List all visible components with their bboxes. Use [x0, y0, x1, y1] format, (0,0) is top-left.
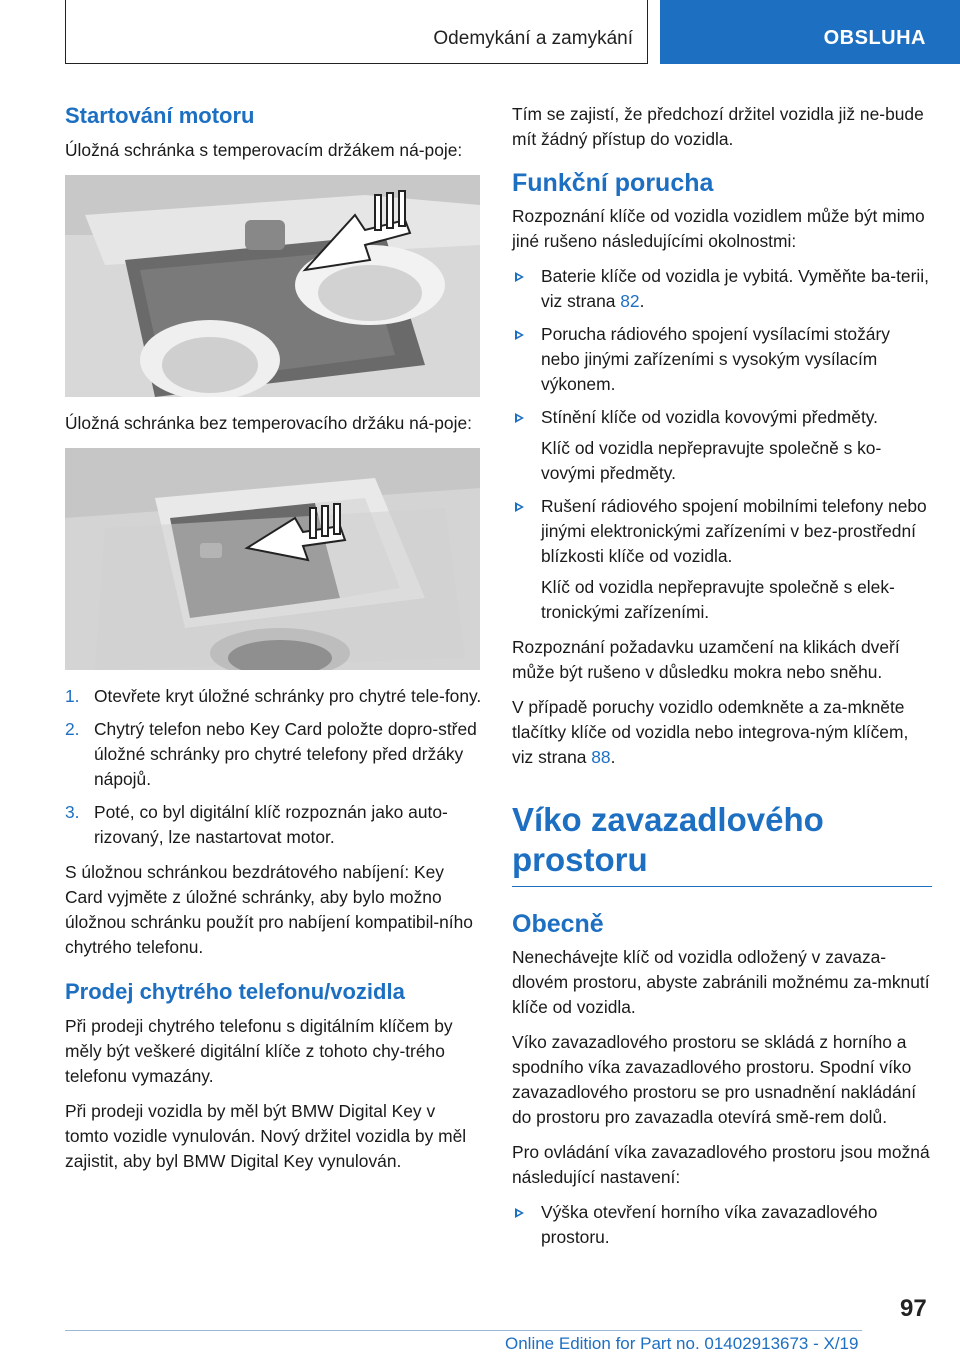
list-item: 2. Chytrý telefon nebo Key Card položte dopro-střed úložné schránky pro chytré telefony před držáky nápojů. — [65, 719, 477, 789]
header-section-title: Odemykání a zamykání — [433, 28, 633, 49]
heading-sale: Prodej chytrého telefonu/vozidla — [65, 979, 405, 1004]
figure-storage-without-holder — [65, 448, 480, 670]
bullet-triangle-icon — [515, 413, 524, 423]
list-item: 1. Otevřete kryt úložné schránky pro chytré tele-fony. — [65, 686, 482, 706]
paragraph-general-1: Nenechávejte klíč od vozidla odložený v zavaza-dlovém prostoru, abyste zabránili možnému za-mknutí klíče od vozidla. — [512, 947, 930, 1017]
page-number: 97 — [900, 1295, 927, 1322]
paragraph-unlock: V případě poruchy vozidlo odemkněte a za-mkněte tlačítky klíče od vozidla nebo integrova-ným klíčem, viz strana 88. — [512, 697, 909, 767]
page-link-88[interactable]: 88 — [591, 747, 611, 767]
footer-edition: Online Edition for Part no. 01402913673 - X/19 — [505, 1334, 859, 1353]
left-column — [65, 102, 483, 1184]
footer-divider — [65, 1330, 862, 1331]
bullet-subnote: Klíč od vozidla nepřepravujte společně s elek-tronickými zařízeními. — [541, 577, 895, 622]
header-section-box — [65, 0, 648, 64]
list-item: Stínění klíče od vozidla kovovými předměty. Klíč od vozidla nepřepravujte společně s ko-vovými předměty. — [512, 405, 932, 486]
heading-tailgate: Víko zavazadlového prostoru — [512, 800, 932, 887]
paragraph-with-holder: Úložná schránka s temperovacím držákem ná-poje: — [65, 140, 463, 160]
header-chapter-label: OBSLUHA — [823, 27, 926, 49]
list-item: Porucha rádiového spojení vysílacími stožáry nebo jinými zařízeními s vysokým vysílacím výkonem. — [512, 322, 932, 397]
list-item: Rušení rádiového spojení mobilními telefony nebo jinými elektronickými zařízeními v bez-prostřední blízkosti klíče od vozidla. Klíč od vozidla nepřepravujte společně s elek-tronickými zařízeními. — [512, 494, 932, 625]
paragraph-wireless: S úložnou schránkou bezdrátového nabíjení: Key Card vyjměte z úložné schránky, aby bylo možno úložnou schránku použít pro nabíjení kompatibil-ního chytrého telefonu. — [65, 862, 473, 957]
page-link-82[interactable]: 82 — [620, 291, 640, 311]
paragraph-sale-phone: Při prodeji chytrého telefonu s digitálním klíčem by měly být veškeré digitální klíče z tohoto chy-trého telefonu vymazány. — [65, 1016, 453, 1086]
list-item: 3. Poté, co byl digitální klíč rozpoznán jako auto-rizovaný, lze nastartovat motor. — [65, 802, 448, 847]
bullet-triangle-icon — [515, 502, 524, 512]
bullet-triangle-icon — [515, 330, 524, 340]
paragraph-sale-car: Při prodeji vozidla by měl být BMW Digital Key v tomto vozidle vynulován. Nový držitel vozidla by měl zajistit, aby byl BMW Digital Key vynulován. — [65, 1101, 467, 1171]
paragraph-door: Rozpoznání požadavku uzamčení na klikách dveří může být rušeno v důsledku mokra nebo sněhu. — [512, 637, 900, 682]
list-item: Baterie klíče od vozidla je vybitá. Vyměňte ba-terii, viz strana 82. — [512, 264, 932, 314]
right-column — [512, 102, 932, 1260]
paragraph-without-holder: Úložná schránka bez temperovacího držáku ná-poje: — [65, 413, 472, 433]
list-item: Výška otevření horního víka zavazadlového prostoru. — [512, 1200, 932, 1250]
heading-general: Obecně — [512, 910, 604, 938]
header-chapter-tab — [660, 0, 960, 64]
fault-bullets — [512, 264, 932, 625]
figure-storage-with-holder — [65, 175, 480, 397]
steps-list — [65, 684, 483, 850]
paragraph-fault-intro: Rozpoznání klíče od vozidla vozidlem může být mimo jiné rušeno následujícími okolnostmi: — [512, 206, 925, 251]
bullet-triangle-icon — [515, 1208, 524, 1218]
bullet-triangle-icon — [515, 272, 524, 282]
settings-bullets — [512, 1200, 932, 1250]
heading-engine-start: Startování motoru — [65, 103, 255, 128]
heading-malfunction: Funkční porucha — [512, 169, 714, 197]
paragraph-settings: Pro ovládání víka zavazadlového prostoru jsou možná následující nastavení: — [512, 1142, 930, 1187]
paragraph-continued: Tím se zajistí, že předchozí držitel vozidla již ne-bude mít žádný přístup do vozidla. — [512, 104, 924, 149]
bullet-subnote: Klíč od vozidla nepřepravujte společně s ko-vovými předměty. — [541, 438, 882, 483]
paragraph-general-2: Víko zavazadlového prostoru se skládá z horního a spodního víka zavazadlového prostoru. Spodní víko zavazadlového prostoru se pro usnadnění nakládání do prostoru pro zavazadla otevírá smě-rem dolů. — [512, 1032, 917, 1127]
